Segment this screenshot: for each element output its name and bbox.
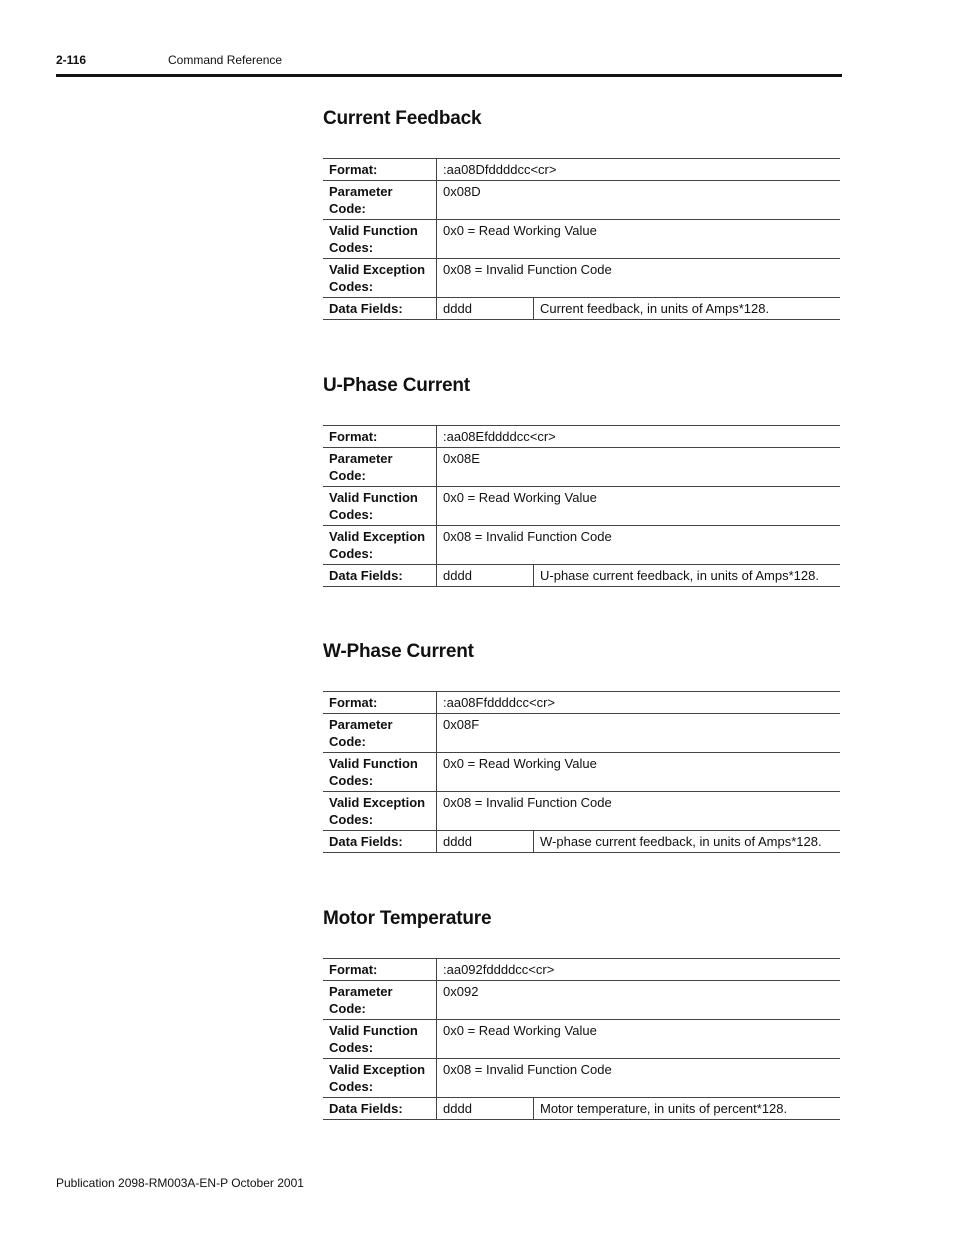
section-title: W-Phase Current: [323, 641, 474, 662]
chapter-title: Command Reference: [168, 53, 283, 67]
data-field-name: dddd: [437, 1098, 534, 1120]
row-data-fields: [323, 1098, 840, 1120]
valid-exception-codes-value: 0x08 = Invalid Function Code: [437, 259, 841, 298]
valid-exception-codes-label: Valid Exception Codes:: [323, 1059, 437, 1098]
row-format: [323, 159, 840, 181]
valid-exception-codes-label: Valid Exception Codes:: [323, 259, 437, 298]
format-label: Format:: [323, 692, 437, 714]
data-field-name: dddd: [437, 565, 534, 587]
row-data-fields: [323, 298, 840, 320]
section-title: Current Feedback: [323, 108, 482, 129]
data-fields-label: Data Fields:: [323, 1098, 437, 1120]
section-current-feedback: [323, 108, 840, 316]
row-parameter-code: [323, 181, 840, 220]
parameter-table: [323, 958, 840, 1120]
row-data-fields: [323, 565, 840, 587]
row-format: [323, 426, 840, 448]
valid-function-codes-value: 0x0 = Read Working Value: [437, 220, 841, 259]
page-number: 2-116: [56, 53, 87, 67]
valid-exception-codes-value: 0x08 = Invalid Function Code: [437, 526, 841, 565]
parameter-code-label: Parameter Code:: [323, 181, 437, 220]
section-motor-temperature: [323, 908, 840, 1116]
data-fields-label: Data Fields:: [323, 831, 437, 853]
valid-function-codes-label: Valid Function Codes:: [323, 487, 437, 526]
parameter-code-value: 0x08E: [437, 448, 841, 487]
section-title: U-Phase Current: [323, 375, 470, 396]
data-field-description: Current feedback, in units of Amps*128.: [534, 298, 841, 320]
row-valid-function-codes: [323, 487, 840, 526]
valid-function-codes-label: Valid Function Codes:: [323, 1020, 437, 1059]
valid-exception-codes-label: Valid Exception Codes:: [323, 526, 437, 565]
parameter-code-value: 0x08D: [437, 181, 841, 220]
data-field-name: dddd: [437, 831, 534, 853]
parameter-table: [323, 691, 840, 853]
row-parameter-code: [323, 714, 840, 753]
valid-exception-codes-label: Valid Exception Codes:: [323, 792, 437, 831]
valid-function-codes-label: Valid Function Codes:: [323, 753, 437, 792]
header-rule: [56, 74, 842, 77]
format-label: Format:: [323, 426, 437, 448]
format-label: Format:: [323, 959, 437, 981]
row-valid-function-codes: [323, 753, 840, 792]
data-field-description: Motor temperature, in units of percent*128.: [534, 1098, 841, 1120]
format-value: :aa08Ffddddcc<cr>: [437, 692, 841, 714]
data-field-description: W-phase current feedback, in units of Amps*128.: [534, 831, 841, 853]
parameter-code-value: 0x092: [437, 981, 841, 1020]
parameter-code-value: 0x08F: [437, 714, 841, 753]
row-format: [323, 959, 840, 981]
row-format: [323, 692, 840, 714]
row-parameter-code: [323, 448, 840, 487]
valid-function-codes-value: 0x0 = Read Working Value: [437, 487, 841, 526]
row-valid-exception-codes: [323, 1059, 840, 1098]
parameter-code-label: Parameter Code:: [323, 714, 437, 753]
parameter-table: [323, 158, 840, 320]
row-valid-exception-codes: [323, 526, 840, 565]
row-valid-exception-codes: [323, 259, 840, 298]
row-data-fields: [323, 831, 840, 853]
publication-footer: Publication 2098-RM003A-EN-P October 2001: [56, 1176, 304, 1190]
valid-exception-codes-value: 0x08 = Invalid Function Code: [437, 792, 841, 831]
section-title: Motor Temperature: [323, 908, 492, 929]
valid-exception-codes-value: 0x08 = Invalid Function Code: [437, 1059, 841, 1098]
format-value: :aa08Dfddddcc<cr>: [437, 159, 841, 181]
data-field-name: dddd: [437, 298, 534, 320]
format-value: :aa092fddddcc<cr>: [437, 959, 841, 981]
format-value: :aa08Efddddcc<cr>: [437, 426, 841, 448]
format-label: Format:: [323, 159, 437, 181]
row-valid-function-codes: [323, 220, 840, 259]
row-valid-function-codes: [323, 1020, 840, 1059]
parameter-table: [323, 425, 840, 587]
valid-function-codes-value: 0x0 = Read Working Value: [437, 753, 841, 792]
row-parameter-code: [323, 981, 840, 1020]
section-w-phase-current: [323, 641, 840, 849]
valid-function-codes-value: 0x0 = Read Working Value: [437, 1020, 841, 1059]
valid-function-codes-label: Valid Function Codes:: [323, 220, 437, 259]
parameter-code-label: Parameter Code:: [323, 981, 437, 1020]
parameter-code-label: Parameter Code:: [323, 448, 437, 487]
data-fields-label: Data Fields:: [323, 298, 437, 320]
data-fields-label: Data Fields:: [323, 565, 437, 587]
row-valid-exception-codes: [323, 792, 840, 831]
section-u-phase-current: [323, 375, 840, 583]
data-field-description: U-phase current feedback, in units of Amps*128.: [534, 565, 841, 587]
